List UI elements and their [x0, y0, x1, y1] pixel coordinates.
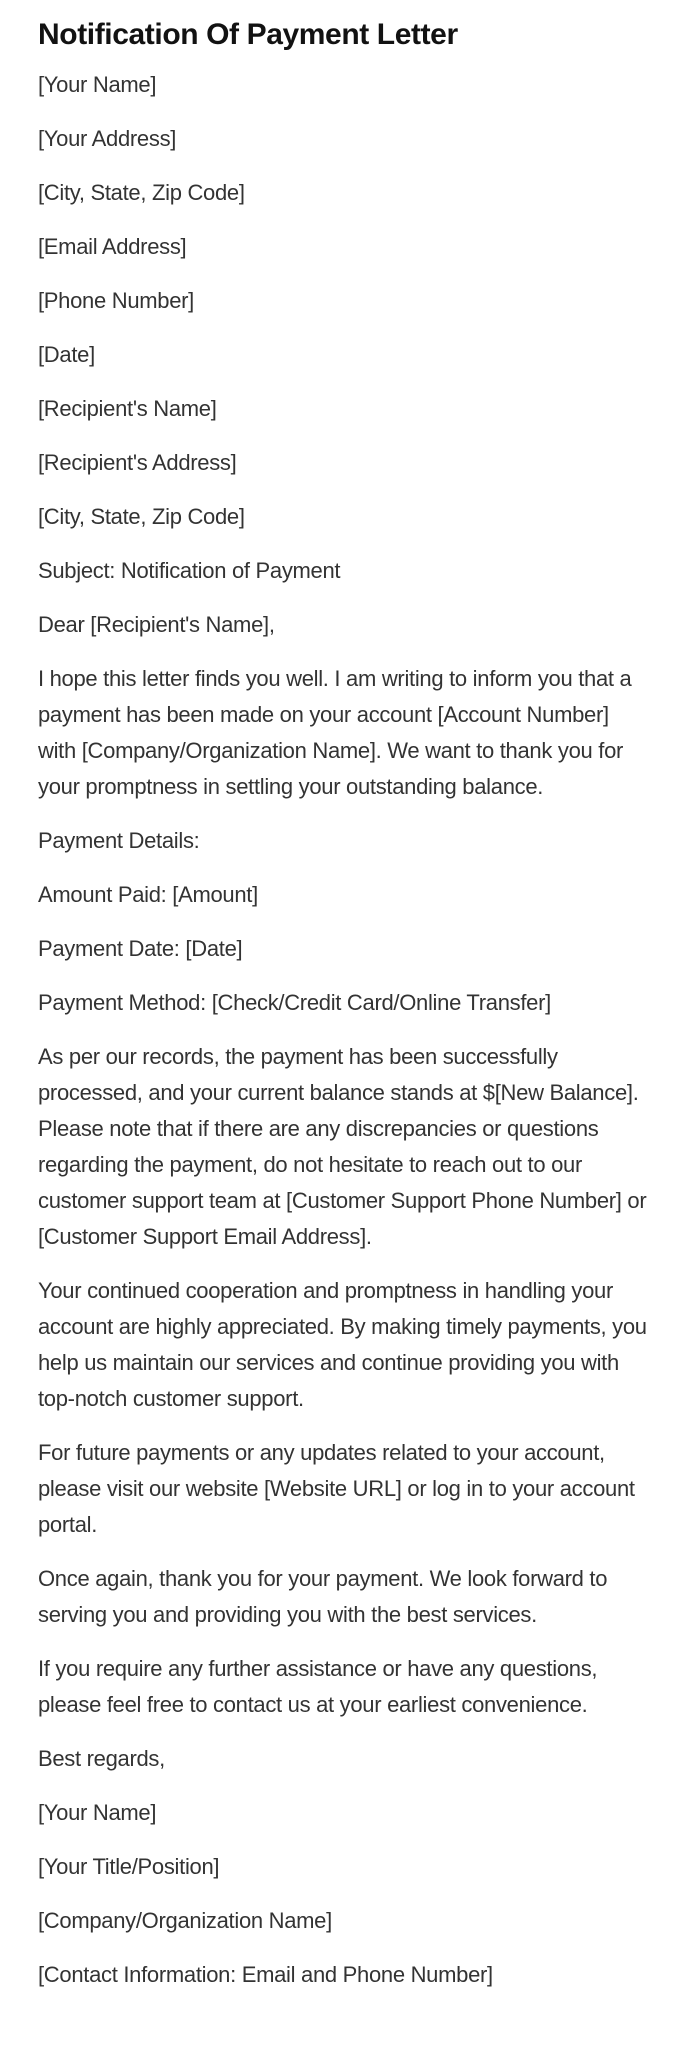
sender-address: [Your Address]: [38, 126, 177, 151]
body-paragraph-balance: As per our records, the payment has been successfully processed, and your current balance stands at $[New Balance]. Please note that if there are any discrepancies or questions regarding the payment, do not hesitate to reach out to our customer support team at [Customer Support Phone Number] or [Customer Support Email Address].: [38, 1044, 647, 1249]
body-paragraph-thanks: Once again, thank you for your payment. We look forward to serving you and providing you with the best services.: [38, 1566, 608, 1627]
signature-contact: [Contact Information: Email and Phone Number]: [38, 1962, 493, 1987]
page-title: Notification Of Payment Letter: [38, 18, 458, 51]
body-paragraph-assistance: If you require any further assistance or have any questions, please feel free to contact us at your earliest convenience.: [38, 1656, 598, 1717]
payment-method-line: Payment Method: [Check/Credit Card/Online Transfer]: [38, 990, 551, 1015]
recipient-name: [Recipient's Name]: [38, 396, 217, 421]
subject-line: Subject: Notification of Payment: [38, 558, 341, 583]
salutation: Dear [Recipient's Name],: [38, 612, 275, 637]
signature-company: [Company/Organization Name]: [38, 1908, 332, 1933]
recipient-address: [Recipient's Address]: [38, 450, 237, 475]
intro-paragraph: I hope this letter finds you well. I am writing to inform you that a payment has been made on your account [Account Number] with [Company/Organization Name]. We want to thank you for your promptness in settling your outstanding balance.: [38, 666, 632, 799]
payment-date-line: Payment Date: [Date]: [38, 936, 243, 961]
letter-date: [Date]: [38, 342, 95, 367]
sender-phone: [Phone Number]: [38, 288, 194, 313]
sender-name: [Your Name]: [38, 72, 157, 97]
body-paragraph-cooperation: Your continued cooperation and promptness in handling your account are highly appreciated. By making timely payments, you help us maintain our services and continue providing you with top-notch customer support.: [38, 1278, 647, 1411]
signoff: Best regards,: [38, 1746, 165, 1771]
body-paragraph-future-payments: For future payments or any updates related to your account, please visit our website [Website URL] or log in to your account portal.: [38, 1440, 635, 1537]
signature-title-position: [Your Title/Position]: [38, 1854, 220, 1879]
signature-name: [Your Name]: [38, 1800, 157, 1825]
sender-email: [Email Address]: [38, 234, 187, 259]
payment-amount-line: Amount Paid: [Amount]: [38, 882, 258, 907]
payment-details-heading: Payment Details:: [38, 828, 200, 853]
sender-city-state-zip: [City, State, Zip Code]: [38, 180, 245, 205]
recipient-city-state-zip: [City, State, Zip Code]: [38, 504, 245, 529]
